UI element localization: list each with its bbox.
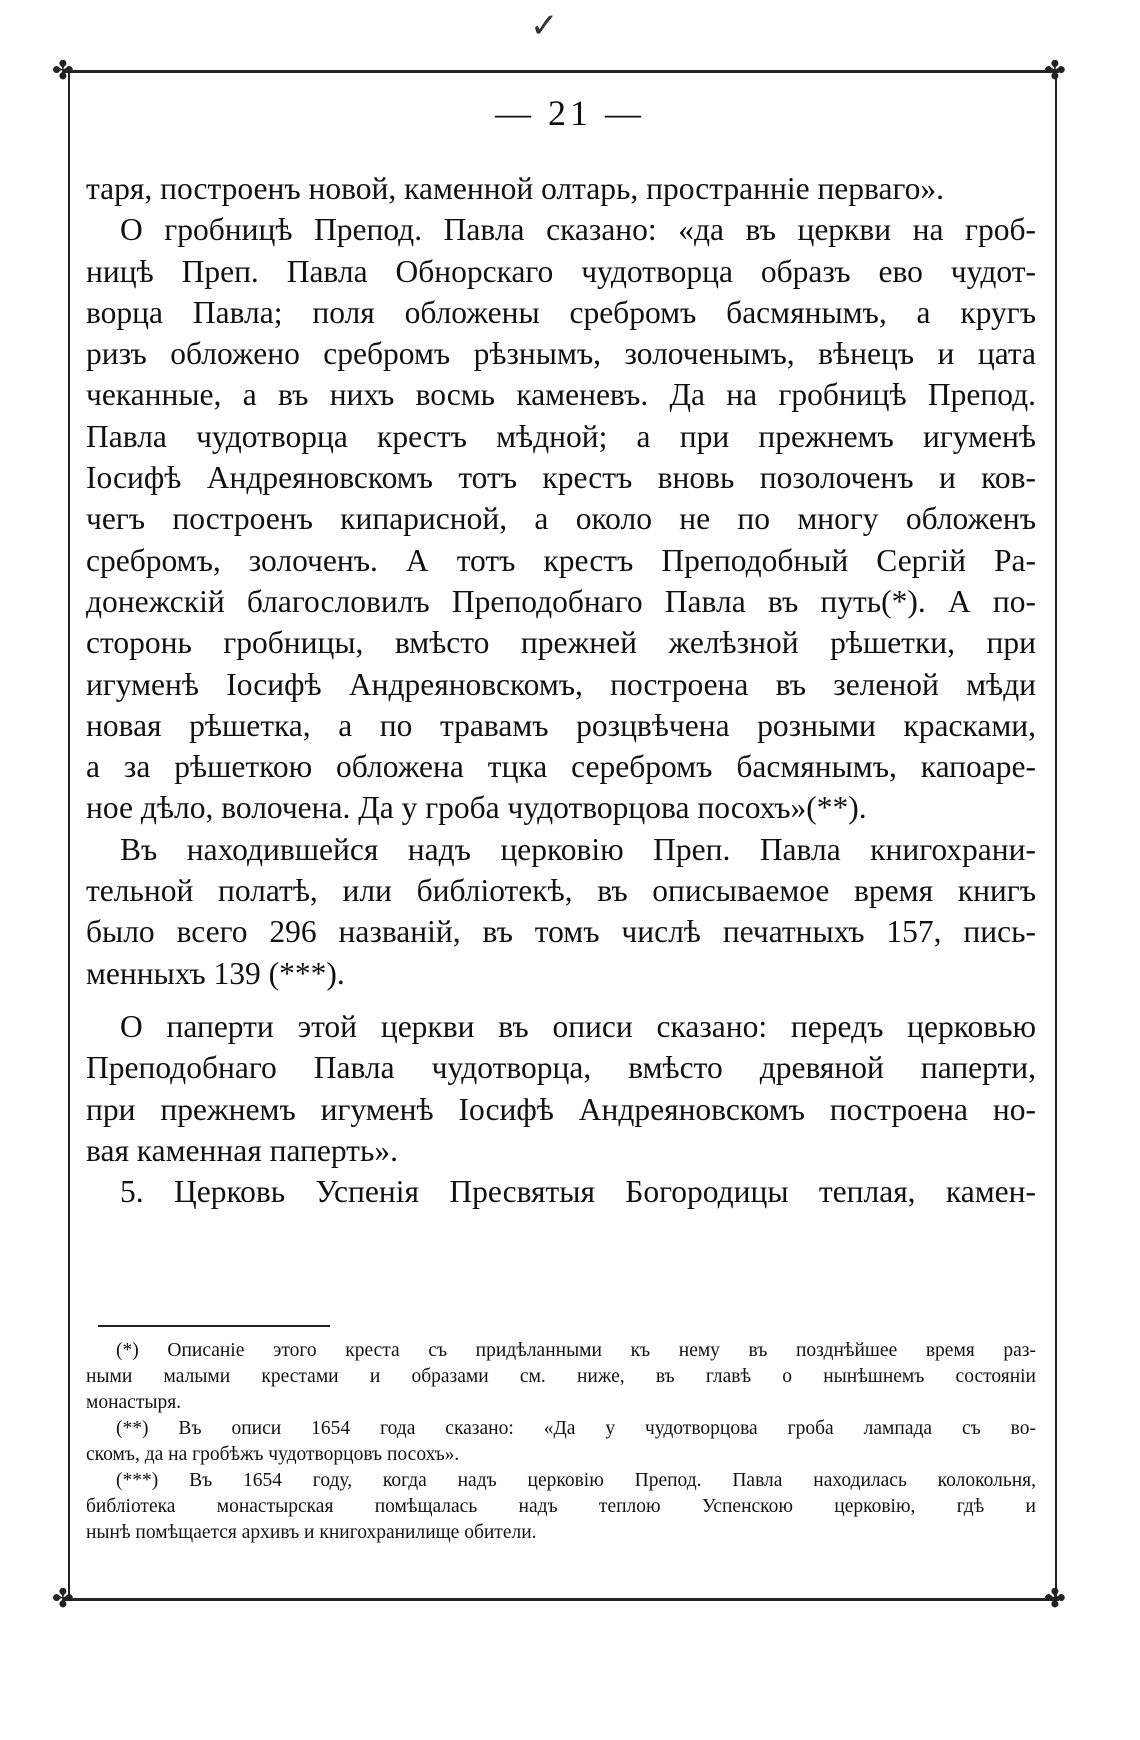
text-line: было всего 296 названій, въ томъ числѣ печатныхъ 157, пись- [86, 914, 1036, 950]
footnote-line: (*) Описаніе этого креста съ придѣланными къ нему въ позднѣйшее время раз- [116, 1340, 1036, 1361]
text-line: ницѣ Преп. Павла Обнорскаго чудотворца образъ ево чудот- [86, 253, 1036, 289]
footnote-line: монастыря. [86, 1392, 182, 1413]
text-line: тельной полатѣ, или библіотекѣ, въ описываемое время книгъ [86, 873, 1036, 909]
text-line: донежскій благословилъ Преподобнаго Павла въ путь(*). А по- [86, 583, 1036, 619]
text-line-gap [86, 994, 1036, 1006]
text-line: сребромъ, золоченъ. А тотъ крестъ Преподобный Сергій Ра- [86, 542, 1036, 578]
text-line: О гробницѣ Препод. Павла сказано: «да въ церкви на гроб- [120, 212, 1036, 248]
text-line: Павла чудотворца крестъ мѣдной; а при прежнемъ игуменѣ [86, 418, 1036, 454]
corner-ornament-icon: ✤ [1044, 56, 1066, 86]
text-line: 5. Церковь Успенія Пресвятыя Богородицы теплая, камен- [120, 1174, 1036, 1210]
page-number: — 21 — [495, 93, 645, 133]
text-line: новая рѣшетка, а по травамъ розцвѣчена розными красками, [86, 707, 1036, 743]
text-line: сторонь гробницы, вмѣсто прежней желѣзной рѣшетки, при [86, 625, 1036, 661]
text-line: таря, построенъ новой, каменной олтарь, пространніе перваго». [86, 171, 944, 206]
body-text [86, 168, 1036, 1212]
text-line: ризъ обложено сребромъ рѣзнымъ, золоченымъ, вѣнецъ и цата [86, 336, 1036, 372]
text-line: игуменѣ Іосифѣ Андреяновскомъ, построена въ зеленой мѣди [86, 666, 1036, 702]
text-line: Преподобнаго Павла чудотворца, вмѣсто древяной паперти, [86, 1050, 1036, 1086]
footnote-line: (***) Въ 1654 году, когда надъ церковію Препод. Павла находилась колокольня, [116, 1470, 1036, 1491]
text-line: менныхъ 139 (***). [86, 955, 345, 991]
footnotes [86, 1338, 1036, 1546]
footnote-line: скомъ, да на гробѣжъ чудотворцовъ посохъ». [86, 1444, 460, 1465]
bottom-border-rule [62, 1598, 1059, 1601]
text-line: Въ находившейся надъ церковію Преп. Павла книгохрани- [120, 831, 1036, 867]
footnote-line: (**) Въ описи 1654 года сказано: «Да у чудотворцова гроба лампада съ во- [116, 1418, 1036, 1439]
check-mark: ✓ [530, 6, 559, 46]
corner-ornament-icon: ✤ [52, 1584, 74, 1614]
footnote-line: нынѣ помѣщается архивъ и книгохранилище обители. [86, 1522, 537, 1543]
text-line: ное дѣло, волочена. Да у гроба чудотворцова посохъ»(**). [86, 790, 867, 826]
footnote-line: ными малыми крестами и образами см. ниже, въ главѣ о нынѣшнемъ состояніи [86, 1366, 1036, 1387]
footnote-line: библіотека монастырская помѣщалась надъ теплою Успенскою церковію, гдѣ и [86, 1496, 1036, 1517]
text-line: чегъ построенъ кипарисной, а около не по многу обложенъ [86, 501, 1036, 537]
text-line: при прежнемъ игуменѣ Іосифѣ Андреяновскомъ построена но- [86, 1091, 1036, 1127]
text-line: О паперти этой церкви въ описи сказано: передъ церковью [120, 1008, 1036, 1044]
text-line: чеканные, а въ нихъ восмь каменевъ. Да на гробницѣ Препод. [86, 377, 1036, 413]
corner-ornament-icon: ✤ [1044, 1584, 1066, 1614]
text-line: Іосифѣ Андреяновскомъ тотъ крестъ вновь позолоченъ и ков- [86, 460, 1036, 496]
text-line: вая каменная паперть». [86, 1132, 398, 1168]
footnote-divider [98, 1325, 330, 1327]
corner-ornament-icon: ✤ [52, 56, 74, 86]
text-line: а за рѣшеткою обложена тцка серебромъ басмянымъ, капоаре- [86, 749, 1036, 785]
text-line: ворца Павла; поля обложены сребромъ басмянымъ, а кругъ [86, 294, 1036, 330]
